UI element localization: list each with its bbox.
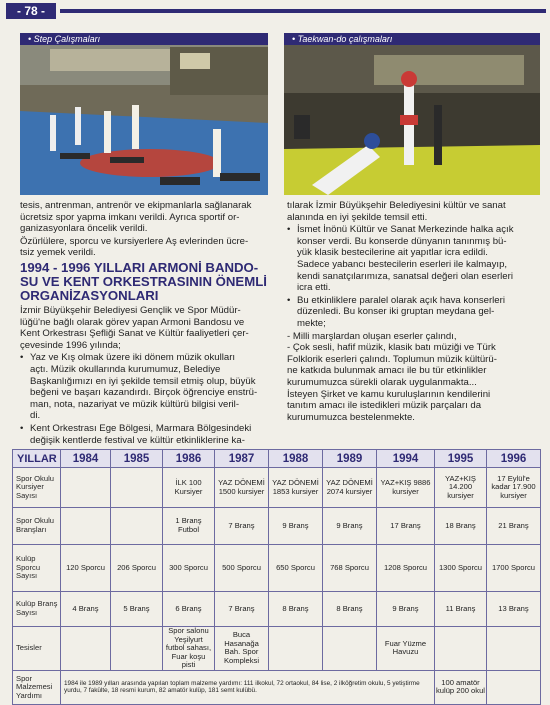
table-cell (61, 508, 111, 545)
year-header: 1994 (377, 450, 435, 468)
page-header-bar (0, 0, 550, 22)
intro-paragraph: tesis, antrenman, antrenör ve ekipmanlarla sağlanarak ücretsiz spor yapma imkanı verildi. Ayrıca sportif or- ganizasyonlara öncelik verildi. (20, 200, 252, 235)
table-cell (111, 627, 163, 671)
table-cell: Buca Hasanağa Bah. Spor Kompleksi (215, 627, 269, 671)
step-photo (20, 33, 268, 195)
table-cell: YAZ+KIŞ 14.200 kursiyer (435, 468, 487, 508)
table-cell: 500 Sporcu (215, 545, 269, 592)
bullet-music-schools: • Yaz ve Kış olmak üzere iki dönem müzik okulları açtı. Müzik okullarında kurumumuz, Belediye Başkanlığımızı en iyi şekilde temsil etmiş olup, büyük beğeni ve başarı kazandırdı. Birçok öğrenciye enstrü- man, nota, nazariyat ve müzik kültürü bilgisi veril- di. (20, 352, 258, 422)
table-cell: 768 Sporcu (323, 545, 377, 592)
table-cell: 1 Branş Futbol (163, 508, 215, 545)
taekwondo-gym-image (284, 45, 540, 195)
table-row (13, 468, 541, 508)
table-cell: 13 Branş (487, 592, 541, 627)
table-cell: YAZ DÖNEMİ 1853 kursiyer (269, 468, 323, 508)
section-heading: 1994 - 1996 YILLARI ARMONİ BANDO- SU VE KENT ORKESTRASININ ÖNEMLİ ORGANİZASYONLARI (20, 259, 267, 303)
equipment-aid-note: 1984 ile 1989 yılları arasında yapılan toplam malzeme yardımı: 111 ilkokul, 72 ortaokul, 84 lise, 2 ilköğretim okulu, 5 yetiştirme yurdu, 7 fakülte, 18 resmi kurum, 82 amatör kulüp, 181 semt kulübü. (61, 670, 435, 704)
table-cell: 7 Branş (215, 508, 269, 545)
years-corner: YILLAR (13, 450, 61, 468)
table-row (13, 508, 541, 545)
bullet-symbol: • (287, 224, 291, 236)
year-header: 1996 (487, 450, 541, 468)
row-label: Tesisler (13, 627, 61, 671)
meals-paragraph: Özürlülere, sporcu ve kursiyerlere Aş evlerinden ücre- tsiz yemek verildi. (20, 235, 249, 259)
taekwondo-photo-caption: • Taekwan-do çalışmaları (284, 33, 540, 45)
continued-paragraph: tılarak İzmir Büyükşehir Belediyesini kültür ve sanat alanında en iyi şekilde temsil etti. (287, 200, 506, 223)
row-label: Kulüp Sporcu Sayısı (13, 545, 61, 592)
taekwondo-photo (284, 33, 540, 195)
table-cell (435, 627, 487, 671)
header-rule (60, 9, 546, 13)
table-cell: 9 Branş (323, 508, 377, 545)
bullet-symbol: • (287, 294, 291, 306)
table-cell: 9 Branş (377, 592, 435, 627)
table-cell: 300 Sporcu (163, 545, 215, 592)
table-cell: Spor salonu Yeşilyurt futbol sahası, Fuar koşu pisti (163, 627, 215, 671)
table-cell: YAZ DÖNEMİ 2074 kursiyer (323, 468, 377, 508)
year-header-row (13, 450, 541, 468)
table-row (13, 592, 541, 627)
right-column (287, 200, 540, 424)
bullet-symbol: • (20, 422, 24, 434)
step-photo-caption: • Step Çalışmaları (20, 33, 268, 45)
table-row (13, 627, 541, 671)
table-cell: 17 Eylül'e kadar 17.900 kursiyer (487, 468, 541, 508)
table-cell: İLK 100 Kursiyer (163, 468, 215, 508)
table-cell: 6 Branş (163, 592, 215, 627)
table-cell (111, 468, 163, 508)
section-intro: İzmir Büyükşehir Belediyesi Gençlik ve Spor Müdür- lüğü'ne bağlı olarak görev yapan Armoni Bandosu ve Kent Orkestrası Şefliği Sanat ve Kültür faaliyetleri çer- çevesinde 1996 yılında; (20, 304, 249, 351)
table-cell: 8 Branş (269, 592, 323, 627)
table-cell (61, 627, 111, 671)
table-cell: 18 Branş (435, 508, 487, 545)
page-number: - 78 - (6, 3, 56, 19)
table-cell (487, 627, 541, 671)
year-header: 1985 (111, 450, 163, 468)
left-column (20, 200, 270, 447)
table-cell: 5 Branş (111, 592, 163, 627)
year-header: 1984 (61, 450, 111, 468)
table-cell: Fuar Yüzme Havuzu (377, 627, 435, 671)
row-label: Kulüp Branş Sayısı (13, 592, 61, 627)
bullet-open-air: • Bu etkinliklere paralel olarak açık hava konserleri düzenledi. Bu konser iki gruptan meydana gel- mekte; (287, 294, 505, 329)
table-cell (323, 627, 377, 671)
table-cell: YAZ DÖNEMİ 1500 kursiyer (215, 468, 269, 508)
table-cell: 9 Branş (269, 508, 323, 545)
year-header: 1987 (215, 450, 269, 468)
table-cell: 1300 Sporcu (435, 545, 487, 592)
year-header: 1986 (163, 450, 215, 468)
year-header: 1995 (435, 450, 487, 468)
table-cell: 17 Branş (377, 508, 435, 545)
row-label: Spor Malzemesi Yardımı (13, 670, 61, 704)
table-cell: 4 Branş (61, 592, 111, 627)
table-cell (61, 468, 111, 508)
table-cell: YAZ+KIŞ 9886 kursiyer (377, 468, 435, 508)
row-label: Spor Okulu Branşları (13, 508, 61, 545)
table-cell (269, 627, 323, 671)
bullet-kent-orchestra: • Kent Orkestrası Ege Bölgesi, Marmara Bölgesindeki değişik kentlerde festival ve kültür etkinliklerine ka- (20, 422, 252, 446)
bullet-symbol: • (20, 352, 24, 364)
table-cell: 206 Sporcu (111, 545, 163, 592)
year-header: 1989 (323, 450, 377, 468)
table-cell: 120 Sporcu (61, 545, 111, 592)
table-cell: 1208 Sporcu (377, 545, 435, 592)
table-cell (487, 670, 541, 704)
table-cell: 11 Branş (435, 592, 487, 627)
table-cell: 7 Branş (215, 592, 269, 627)
table-cell: 1700 Sporcu (487, 545, 541, 592)
bullet-concert: • İsmet İnönü Kültür ve Sanat Merkezinde halka açık konser verdi. Bu konserde dünyanın tanınmış bü- yük klasik bestecilerine ait yapıtlar icra edildi. Sadece yabancı bestecilerin eserleri ile kalmayıp, kendi sanatçılarımıza, sanatsal değeri olan eserleri icra etti. (287, 224, 514, 294)
table-row (13, 545, 541, 592)
table-cell: 21 Branş (487, 508, 541, 545)
table-cell: 650 Sporcu (269, 545, 323, 592)
row-label: Spor Okulu Kursiyer Sayısı (13, 468, 61, 508)
year-header: 1988 (269, 450, 323, 468)
table-cell: 8 Branş (323, 592, 377, 627)
step-gym-image (20, 45, 268, 195)
table-cell (111, 508, 163, 545)
dash-list: - Milli marşlardan oluşan eserler çalındı, - Çok sesli, hafif müzik, klasik batı müziği ve Türk Folklorik eserleri çalındı. Toplumun müzik kültürü- ne katkıda bulunmak amacı ile bu tür etkinlikler kurumumuzca sürekli olarak uygulanmakta... İsteyen Şirket ve kamu kuruluşlarının kendilerini tanıtım amacı ile istedikleri müzik parçaları da kurumumuzca bestelenmekte. (287, 330, 497, 423)
table-row (13, 670, 541, 704)
table-cell: 100 amatör kulüp 200 okul (435, 670, 487, 704)
